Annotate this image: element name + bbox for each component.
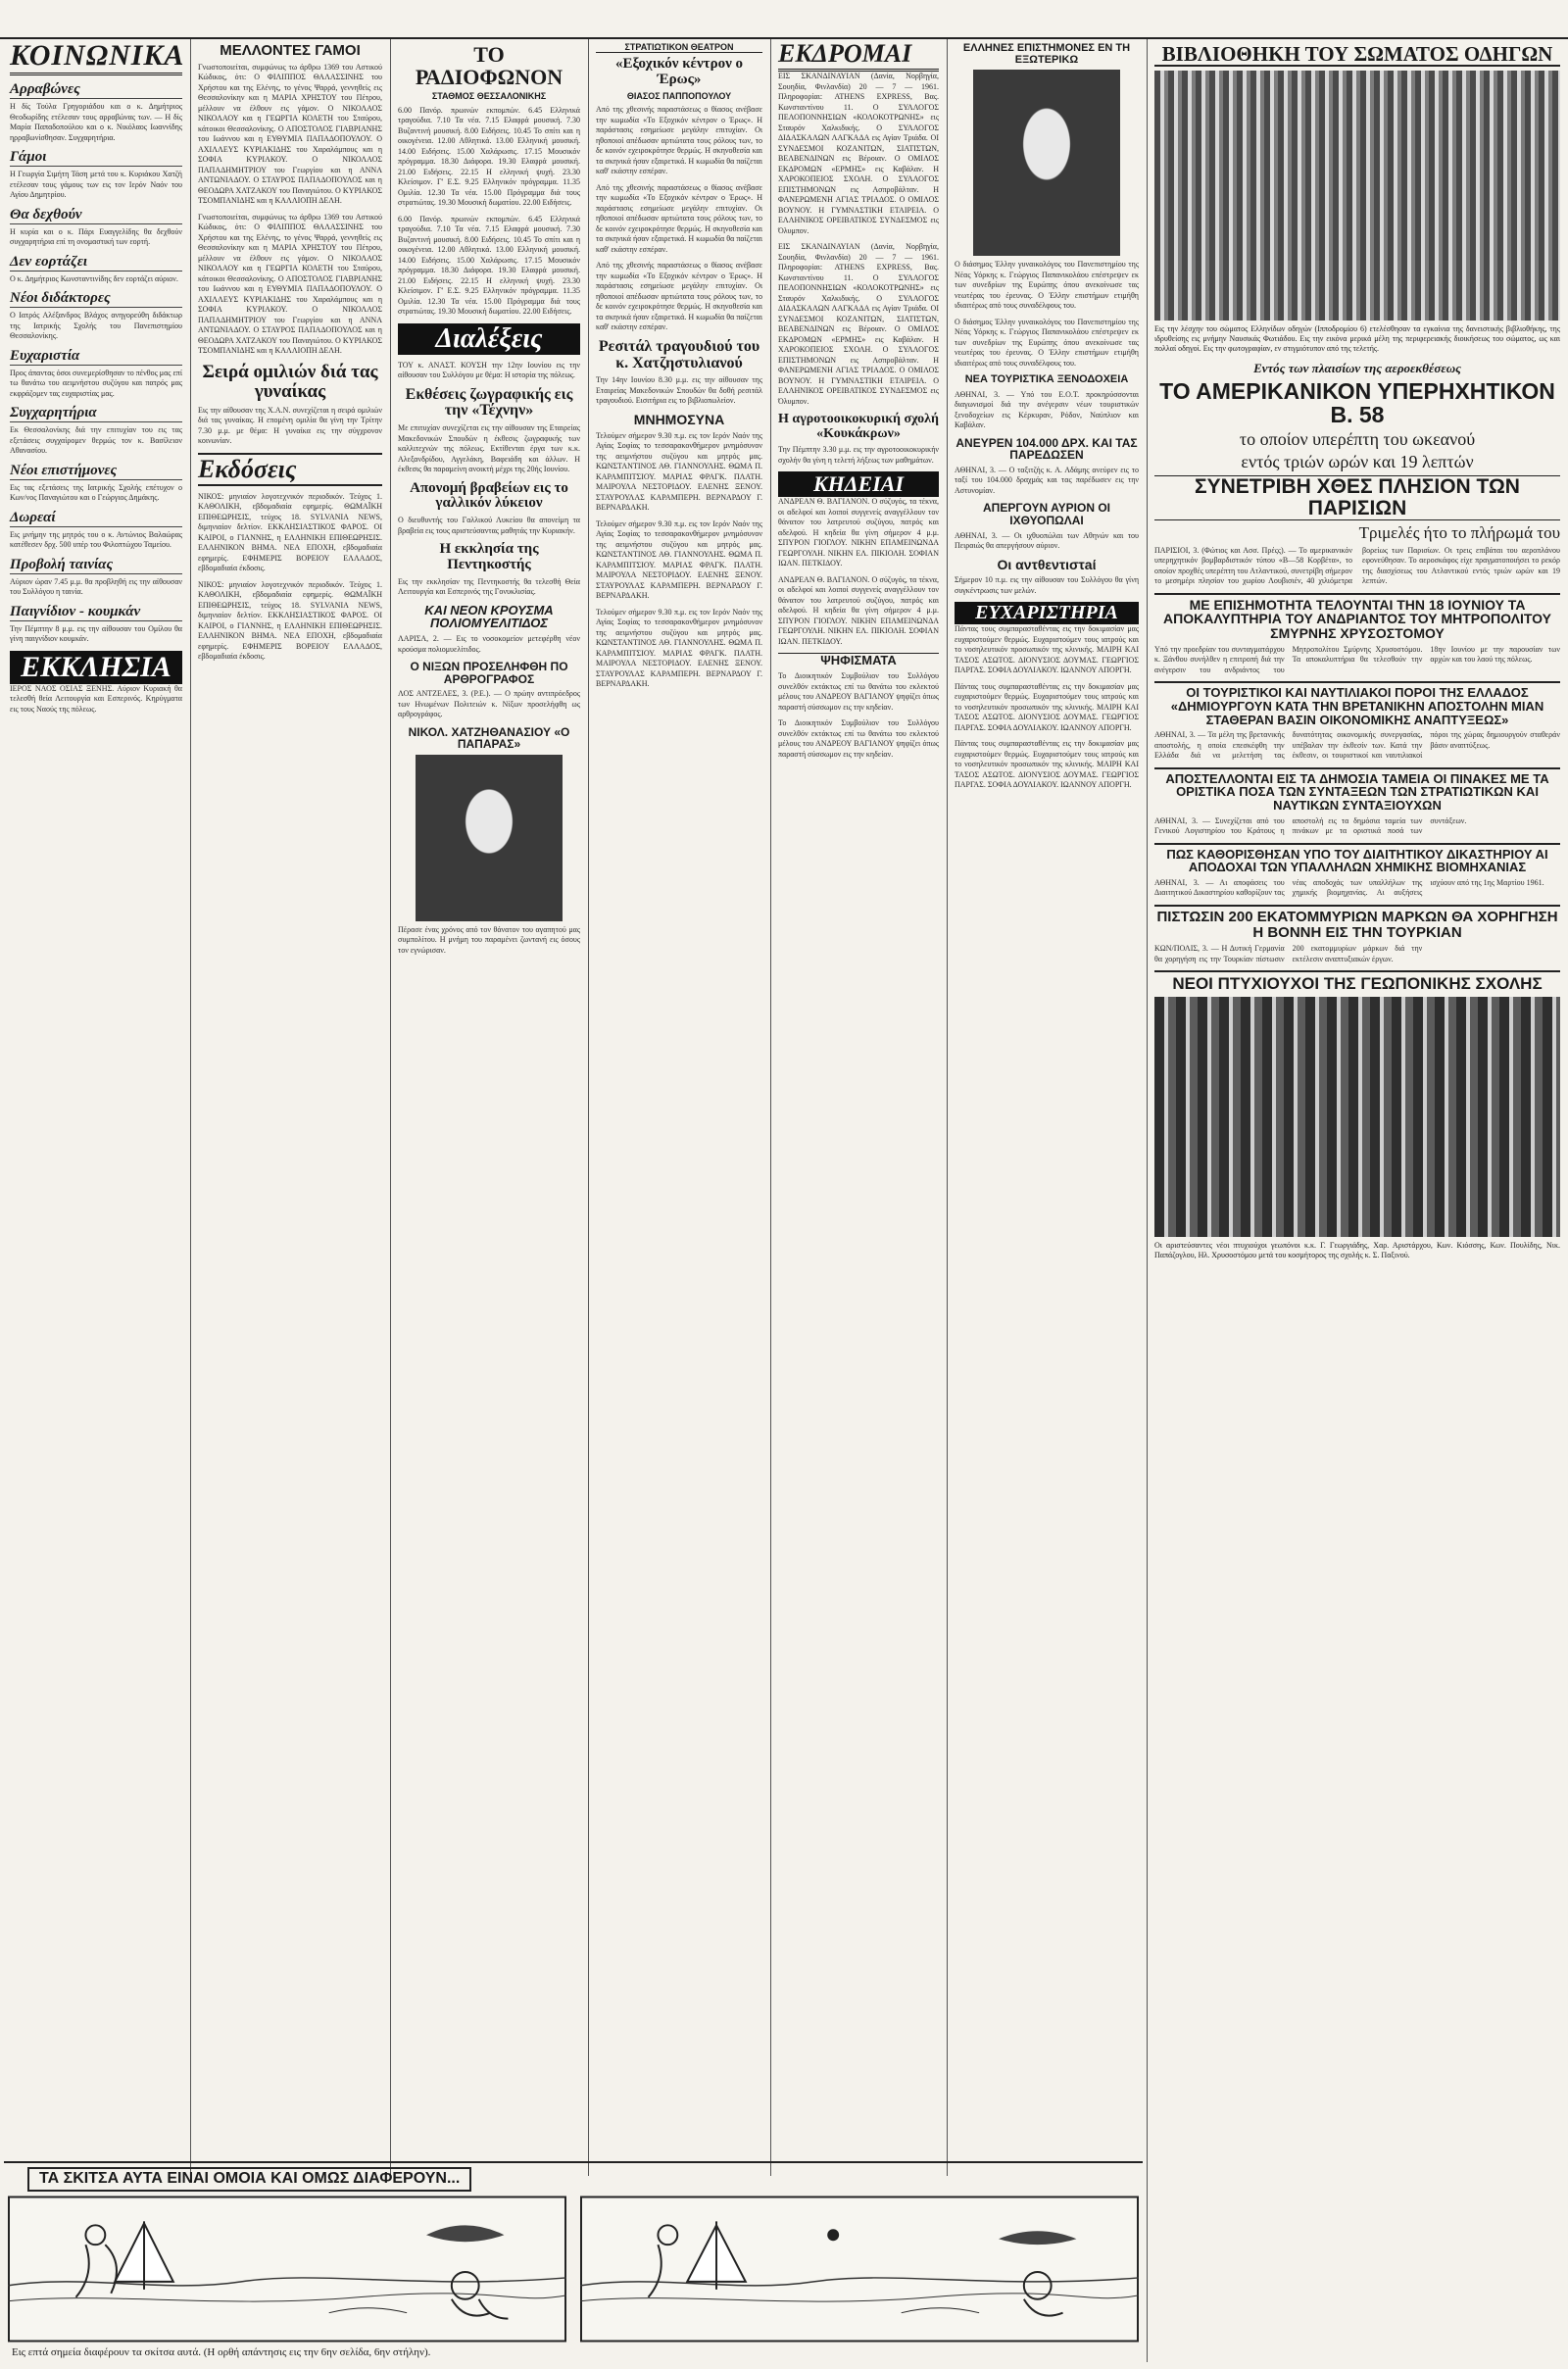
school-body: Την Πέμπτην 3.30 μ.μ. εις την αγροτοοικοκυρικήν σχολήν θα γίνη η τελετή λήξεως των μαθημάτων.	[778, 445, 939, 465]
funeral-masthead: ΚΗΔΕΙΑΙ	[778, 471, 939, 497]
b58-kicker: Εντός των πλαισίων της αεροεκθέσεως	[1253, 361, 1461, 376]
found-money-title: ΑΝΕΥΡΕΝ 104.000 ΔΡΧ. ΚΑΙ ΤΑΣ ΠΑΡΕΔΩΣΕΝ	[956, 435, 1138, 463]
society-section-title: Νέοι επιστήμονες	[10, 463, 182, 480]
pentecost-title: Η εκκλησία της Πεντηκοστής	[439, 541, 539, 572]
society-sections	[10, 81, 182, 645]
theater-body-2: Από της χθεσινής παραστάσεως ο θίασος ανέβασε την κωμωδία «Το Εξοχικόν κέντρον ο Έρως». Η παράστασις εσημείωσε μεγάλην επιτυχίαν. Οι ηθοποιοί απέδωσαν αρτιώτατα τους ρόλους των, το δε κοινόν εχειροκρότησε θερμώς. Η σκηνοθεσία και τα σκηνικά ήσαν εξαιρετικά. Η κωμωδία θα παίζεται καθ' εκάστην εσπέραν.	[596, 182, 762, 254]
society-section-body: Η δίς Τούλα Γρηγοριάδου και ο κ. Δημήτριος Θεοδωρίδης ετέλεσαν τους αρραβώνας των. — Η δίς Μαρία Παπαδοπούλου και ο κ. Νικόλαος Ιωαννίδης ηρραβωνίσθησαν. Συγχαρητήρια.	[10, 102, 182, 142]
b58-title: ΤΟ ΑΜΕΡΙΚΑΝΙΚΟΝ ΥΠΕΡΗΧΗΤΙΚΟΝ Β. 58	[1159, 377, 1555, 427]
society-section-body: Εις τας εξετάσεις της Ιατρικής Σχολής επέτυχον ο Κων/νος Παναγιώτου και ο Γεώργιος Δημάκης.	[10, 482, 182, 502]
theater-title: «Εξοχικόν κέντρον ο Έρως»	[614, 56, 744, 88]
column-rule	[770, 39, 771, 2176]
b58-sub1: το οποίον υπερέπτη του ωκεανού	[1239, 428, 1476, 449]
memorial-body: Τελούμεν σήμερον 9.30 π.μ. εις τον Ιερόν Ναόν της Αγίας Σοφίας το τεσσαρακονθήμερον μνημόσυνον της αειμνήστου συζύγου και μητρός μας. ΚΩΝΣΤΑΝΤΙΝΟΣ ΑΘ. ΓΙΑΝΝΟΥΛΗΣ. ΘΩΜΑ Π. ΚΑΡΑΜΠΙΤΣΙΟΥ. ΜΑΡΙΑΣ ΦΡΑΓΚ. ΠΛΑΤΗ. ΜΑΙΡΟΥΛΑ ΝΕΣΤΟΡΙΔΟΥ. ΕΛΕΝΗΣ ΞΕΝΟΥ. ΣΤΑΥΡΟΥΛΑΣ ΚΑΡΑΜΠΕΡΗ. ΒΕΡΝΑΡΔΟΥ Γ. ΒΕΡΝΑΡΔΑΚΗ.	[596, 430, 762, 513]
society-section-body: Αύριον ώραν 7.45 μ.μ. θα προβληθή εις την αίθουσαν του Συλλόγου η ταινία.	[10, 576, 182, 596]
funeral-body: ΑΝΔΡΕΑΝ Θ. ΒΑΓΙΑΝΟΝ. Ο σύζυγός, τα τέκνα, οι αδελφοί και λοιποί συγγενείς αναγγέλλουν τον θάνατον του λατρευτού συζύγου, πατρός και αδελφού. Η κηδεία θα γίνη σήμερον 4 μ.μ. ΣΠΥΡΟΝ ΓΙΟΓΛΟΥ. ΝΙΚΗΝ ΕΠΑΜΕΙΝΩΝΔΑ ΓΕΩΡΓΟΥΛΗ. ΝΙΚΗΝ ΕΛ. ΠΙΚΙΟΛΗ. ΣΟΦΙΑΝ ΙΩΑΝ. ΠΕΤΚΙΔΟΥ.	[778, 497, 939, 568]
hotels-body: ΑΘΗΝΑΙ, 3. — Υπό του Ε.Ο.Τ. προκηρύσσονται διαγωνισμοί διά την ανέγερσιν νέων τουριστικών ξενοδοχείων εις Κέρκυραν, Ρόδον, Ναύπλιον και Καβάλαν.	[955, 389, 1139, 430]
tourism-body: ΑΘΗΝΑΙ, 3. — Τα μέλη της βρετανικής αποστολής, η οποία επεσκέφθη την Ελλάδα διά να μελετήση τας δυνατότητας οικονομικής συνεργασίας, υπέβαλαν την έκθεσίν των. Κατά την έκθεσιν, οι τουριστικοί και ναυτιλιακοί πόροι της χώρας δημιουργούν σταθεράν βάσιν αναπτύξεως.	[1154, 730, 1560, 761]
scientists-body-2: Ο διάσημος Έλλην γυναικολόγος του Πανεπιστημίου της Νέας Υόρκης κ. Γεώργιος Παπανικολάου επέστρεψεν εκ των συνεδρίων της Ευρώπης όπου ανεκοίνωσε τας νεωτέρας του έρευνας. Ο Έλλην επιστήμων ετιμήθη ιδιαιτέρως από τους συναδέλφους του.	[955, 317, 1139, 368]
polio-title: ΚΑΙ ΝΕΟΝ ΚΡΟΥΣΜΑ ΠΟΛΙΟΜΥΕΛΙΤΙΔΟΣ	[424, 602, 554, 631]
puzzle-section	[4, 2161, 1143, 2365]
lectures-title: Σειρά ομιλιών διά τας γυναίκας	[202, 361, 378, 402]
tourism-title: ΟΙ ΤΟΥΡΙΣΤΙΚΟΙ ΚΑΙ ΝΑΥΤΙΛΙΑΚΟΙ ΠΟΡΟΙ ΤΗΣ ΕΛΛΑΔΟΣ «ΔΗΜΙΟΥΡΓΟΥΝ ΚΑΤΑ ΤΗΝ ΒΡΕΤΑΝΙΚΗΝ ΑΠΟΣΤΟΛΗΝ ΜΙΑΝ ΣΤΑΘΕΡΑΝ ΒΑΣΙΝ ΟΙΚΟΝΟΜΙΚΗΣ ΑΝΑΠΤΥΞΕΩΣ»	[1154, 681, 1560, 726]
thanks-body: Πάντας τους συμπαρασταθέντας εις την δοκιμασίαν μας ευχαριστούμεν θερμώς. Ευχαριστούμεν τους ιατρούς και το νοσηλευτικόν προσωπικόν της κλινικής. ΜΑΙΡΗ ΚΑΙ ΤΑΣΟΣ ΑΣΩΤΟΣ. ΔΙΟΝΥΣΙΟΣ ΔΟΥΜΑΣ. ΓΕΩΡΓΙΟΣ ΠΑΡΓΑΣ. ΣΟΦΙΑ ΔΟΥΛΙΑΚΟΥ. ΙΩΑΝΝΟΥ ΑΠΟΡΓΗ.	[955, 624, 1139, 675]
radio-title: ΤΟ ΡΑΔΙΟΦΩΝΟΝ	[415, 42, 564, 90]
funeral-body-2: ΑΝΔΡΕΑΝ Θ. ΒΑΓΙΑΝΟΝ. Ο σύζυγός, τα τέκνα, οι αδελφοί και λοιποί συγγενείς αναγγέλλουν τον θάνατον του λατρευτού συζύγου, πατρός και αδελφού. Η κηδεία θα γίνη σήμερον 4 μ.μ. ΣΠΥΡΟΝ ΓΙΟΓΛΟΥ. ΝΙΚΗΝ ΕΠΑΜΕΙΝΩΝΔΑ ΓΕΩΡΓΟΥΛΗ. ΝΙΚΗΝ ΕΛ. ΠΙΚΙΟΛΗ. ΣΟΦΙΑΝ ΙΩΑΝ. ΠΕΤΚΙΔΟΥ.	[778, 574, 939, 646]
top-border	[0, 0, 1568, 39]
scientists-body: Ο διάσημος Έλλην γυναικολόγος του Πανεπιστημίου της Νέας Υόρκης κ. Γεώργιος Παπανικολάου επέστρεψεν εκ των συνεδρίων της Ευρώπης όπου ανεκοίνωσε τας νεωτέρας του έρευνας. Ο Έλλην επιστήμων ετιμήθη ιδιαιτέρως από τους συναδέλφους του.	[955, 260, 1139, 311]
theater-header: ΣΤΡΑΤΙΩΤΙΚΟΝ ΘΕΑΤΡΟΝ	[596, 43, 762, 53]
editions-body: ΝΙΚΟΣ: μηνιαίον λογοτεχνικόν περιοδικόν. Τεύχος 1. ΚΑΘΟΛΙΚΗ, εβδομαδιαία εφημερίς. ΘΩΜΑΪΚΗ ΕΠΙΘΕΩΡΗΣΙΣ, τεύχος 18. SYLVANIA NEWS, διμηνιαίον δελτίον. ΕΚΚΛΗΣΙΑΣΤΙΚΟΣ ΦΑΡΟΣ. ΟΙ ΚΑΙΡΟΙ, ο ΓΙΑΝΝΗΣ, η ΕΛΛΗΝΙΚΗ ΕΠΙΘΕΩΡΗΣΙΣ. ΕΛΛΗΝΙΚΟΝ ΒΗΜΑ. ΝΕΑ ΕΠΟΧΗ, εβδομαδιαία εφημερίς. ΕΦΗΜΕΡΙΣ ΒΟΡΕΙΟΥ ΕΛΛΑΔΟΣ, εβδομαδιαία έκδοσις.	[198, 491, 382, 573]
editions-title: Εκδόσεις	[198, 453, 382, 486]
b58-title2: ΣΥΝΕΤΡΙΒΗ ΧΘΕΣ ΠΛΗΣΙΟΝ ΤΩΝ ΠΑΡΙΣΙΩΝ	[1154, 475, 1560, 520]
found-money-body: ΑΘΗΝΑΙ, 3. — Ο ταξιτζής κ. Α. Αδάμης ανεύρεν εις το ταξί του 104.000 δραχμάς και τας παρέδωσεν εις την Αστυνομίαν.	[955, 465, 1139, 495]
grads-title: ΝΕΟΙ ΠΤΥΧΙΟΥΧΟΙ ΤΗΣ ΓΕΩΠΟΝΙΚΗΣ ΣΧΟΛΗΣ	[1154, 970, 1560, 993]
col3-lectures-body: ΤΟΥ κ. ΑΝΑΣΤ. ΚΟΥΣΗ την 12ην Ιουνίου εις την αίθουσαν του Συλλόγου με θέμα: Η ιστορία της πόλεως.	[398, 360, 580, 380]
scientist-photo	[973, 70, 1120, 256]
school-title: Η αγροτοοικοκυρική σχολή «Κουκάκρων»	[778, 412, 940, 441]
nixon-body: ΛΟΣ ΑΝΤΖΕΛΕΣ, 3. (Ρ.Ε.). — Ο πρώην αντιπρόεδρος των Ηνωμένων Πολιτειών κ. Νίξων προσελήφθη ως αρθρογράφος.	[398, 689, 580, 719]
column-rule	[190, 39, 191, 2176]
excursions-body-2: ΕΙΣ ΣΚΑΝΔΙΝΑΥΙΑΝ (Δανία, Νορβηγία, Σουηδία, Φινλανδία) 20 — 7 — 1961. Πληροφορίαι: ATHENS EXPRESS, Βας. Κωνσταντίνου 11. Ο ΣΥΛΛΟΓΟΣ ΠΕΛΟΠΟΝΝΗΣΙΩΝ «ΚΟΛΟΚΟΤΡΩΝΗΣ» εις Σταυρόν Χαλκιδικής. Ο ΣΥΛΛΟΓΟΣ ΔΙΔΑΣΚΑΛΩΝ ΛΑΓΚΑΔΑ εις Αγίαν Τριάδα. ΟΙ ΣΥΝΔΕΣΜΟΙ ΚΟΖΑΝΙΤΩΝ, ΣΙΑΤΙΣΤΩΝ, ΒΕΛΒΕΝΔΙΝΩΝ εις Βέροιαν. Ο ΟΜΙΛΟΣ ΕΚΔΡΟΜΩΝ «ΕΡΜΗΣ» εις Καβάλαν. Η ΧΑΡΟΚΟΠΕΙΟΣ ΣΧΟΛΗ. Ο ΣΥΛΛΟΓΟΣ ΕΠΙΣΤΗΜΟΝΩΝ εις Ασπροβάλταν. Η ΦΑΝΕΡΩΜΕΝΗ ΑΓΙΑΣ ΤΡΙΑΔΟΣ. Ο ΟΜΙΛΟΣ ΒΟΥΝΟΥ. Η ΓΥΜΝΑΣΤΙΚΗ ΕΤΑΙΡΕΙΑ. Ο ΕΛΛΗΝΙΚΟΣ ΟΡΕΙΒΑΤΙΚΟΣ ΣΥΝΔΕΣΜΟΣ εις Όλυμπον.	[778, 242, 939, 406]
strike-title: ΑΠΕΡΓΟΥΝ ΑΥΡΙΟΝ ΟΙ ΙΧΘΥΟΠΩΛΑΙ	[982, 501, 1111, 527]
statue-body: Υπό την προεδρίαν του συνταγματάρχου κ. Ξάνθου συνήλθεν η επιτροπή διά την ανέγερσιν του ανδριάντος του Μητροπολίτου Σμύρνης Χρυσοστόμου. Τα αποκαλυπτήρια θα τελεσθούν την 18ην Ιουνίου με την παρουσίαν των αρχών και του λαού της πόλεως.	[1154, 644, 1560, 674]
society-section-body: Η κυρία και ο κ. Πάρι Ευαγγελίδης θα δεχθούν συγχαρητήρια επί τη ονομαστική των εορτή.	[10, 226, 182, 246]
nixon-title: Ο ΝΙΞΩΝ ΠΡΟΣΕΛΗΦΘΗ ΠΟ ΑΡΘΡΟΓΡΑΦΟΣ	[410, 660, 568, 686]
credit-title: ΠΙΣΤΩΣΙΝ 200 ΕΚΑΤΟΜΜΥΡΙΩΝ ΜΑΡΚΩΝ ΘΑ ΧΟΡΗΓΗΣΗ Η ΒΟΝΝΗ ΕΙΣ ΤΗΝ ΤΟΥΡΚΙΑΝ	[1154, 905, 1560, 941]
pension-title: ΑΠΟΣΤΕΛΛΟΝΤΑΙ ΕΙΣ ΤΑ ΔΗΜΟΣΙΑ ΤΑΜΕΙΑ ΟΙ ΠΙΝΑΚΕΣ ΜΕ ΤΑ ΟΡΙΣΤΙΚΑ ΠΟΣΑ ΤΩΝ ΣΥΝΤΑΞΕΩΝ ΤΩΝ ΣΤΡΑΤΙΩΤΙΚΩΝ ΚΑΙ ΝΑΥΤΙΚΩΝ ΣΥΝΤΑΞΙΟΥΧΩΝ	[1154, 767, 1560, 813]
memorial-title: ΜΝΗΜΟΣΥΝΑ	[633, 411, 725, 427]
society-section-body: Προς άπαντας όσοι συνεμερίσθησαν το πένθος μας επί τω θανάτω του αειμνήστου συζύγου και πατρός μας εκφράζομεν τας ευχαριστίας μας.	[10, 368, 182, 398]
library-photo	[1154, 71, 1560, 321]
radio-subtitle: ΣΤΑΘΜΟΣ ΘΕΣΣΑΛΟΝΙΚΗΣ	[431, 91, 547, 102]
radio-body: 6.00 Πανόρ. πρωινών εκπομπών. 6.45 Ελληνικά τραγούδια. 7.10 Τα νέα. 7.15 Ελαφρά μουσική. 7.30 Βυζαντινή μουσική. 8.00 Ειδήσεις. 10.45 Το σπίτι και η οικογένεια. 12.00 Αθλητικά. 13.00 Ελληνική μουσική. 14.00 Ειδήσεις. 15.00 Χαλάρωσις. 17.15 Μουσικόν πρόγραμμα. 18.30 Διάφορα. 19.30 Ελαφρά μουσική. 21.00 Ειδήσεις. 22.15 Η ελληνική ψυχή. 23.30 Κλείσιμον. Γ' Ε.Σ. 9.25 Ελληνικόν πρόγραμμα. 11.35 Ομιλία. 12.30 Τα νέα. 15.00 Πρόγραμμα διά τους στρατιώτας. 19.30 Μουσική δωματίου. 22.00 Ειδήσεις.	[398, 105, 580, 208]
weddings-title: ΜΕΛΛΟΝΤΕΣ ΓΑΜΟΙ	[220, 42, 361, 59]
society-section-title: Αρραβώνες	[10, 81, 182, 99]
column-rule	[390, 39, 391, 2176]
society-section-title: Νέοι διδάκτορες	[10, 290, 182, 308]
thanks-body-3: Πάντας τους συμπαρασταθέντας εις την δοκιμασίαν μας ευχαριστούμεν θερμώς. Ευχαριστούμεν τους ιατρούς και το νοσηλευτικόν προσωπικόν της κλινικής. ΜΑΙΡΗ ΚΑΙ ΤΑΣΟΣ ΑΣΩΤΟΣ. ΔΙΟΝΥΣΙΟΣ ΔΟΥΜΑΣ. ΓΕΩΡΓΙΟΣ ΠΑΡΓΑΣ. ΣΟΦΙΑ ΔΟΥΛΙΑΚΟΥ. ΙΩΑΝΝΟΥ ΑΠΟΡΓΗ.	[955, 739, 1139, 790]
puzzle-sketches	[4, 2192, 1143, 2344]
theater-subtitle: ΘΙΑΣΟΣ ΠΑΠΠΟΠΟΥΛΟΥ	[626, 90, 732, 101]
society-section-title: Προβολή ταινίας	[10, 557, 182, 574]
reply-body: Σήμερον 10 π.μ. εις την αίθουσαν του Συλλόγου θα γίνη συγκέντρωσις των μελών.	[955, 575, 1139, 595]
polio-body: ΛΑΡΙΣΑ, 2. — Εις το νοσοκομείον μετεφέρθη νέον κρούσμα πολιομυελίτιδος.	[398, 634, 580, 654]
society-section-body: Ο κ. Δημήτριος Κωνσταντινίδης δεν εορτάζει αύριον.	[10, 273, 178, 283]
pension-body: ΑΘΗΝΑΙ, 3. — Συνεχίζεται από του Γενικού Λογιστηρίου του Κράτους η αποστολή εις τα δημόσια ταμεία των πινάκων με τα οριστικά ποσά των συντάξεων.	[1154, 815, 1467, 836]
society-section-title: Συγχαρητήρια	[10, 405, 182, 422]
society-section-title: Δωρεαί	[10, 510, 182, 527]
votes-body-2: Το Διοικητικόν Συμβούλιον του Συλλόγου συνελθόν εκτάκτως επί τω θανάτω του εκλεκτού μέλους του ΑΝΔΡΕΟΥ ΒΑΓΙΑΝΟΥ ψηφίζει όπως παραστή σύσσωμον εις την κηδείαν.	[778, 718, 939, 759]
society-section-title: Γάμοι	[10, 149, 182, 167]
credit-body: ΚΩΝ/ΠΟΛΙΣ, 3. — Η Δυτική Γερμανία θα χορηγήση εις την Τουρκίαν πίστωσιν 200 εκατομμυρίων μάρκων διά την εκτέλεσιν αναπτυξιακών έργων.	[1154, 944, 1423, 963]
excursions-masthead: ΕΚΔΡΟΜΑΙ	[778, 39, 939, 72]
column-rule	[1147, 39, 1148, 2362]
puzzle-footer: Εις επτά σημεία διαφέρουν τα σκίτσα αυτά. (Η ορθή απάντησις εις την 6ην σελίδα, 6ην στήλην).	[12, 2345, 431, 2358]
votes-body: Το Διοικητικόν Συμβούλιον του Συλλόγου συνελθόν εκτάκτως επί τω θανάτω του εκλεκτού μέλους του ΑΝΔΡΕΟΥ ΒΑΓΙΑΝΟΥ ψηφίζει όπως παραστή σύσσωμον εις την κηδείαν.	[778, 671, 939, 712]
column-radio	[392, 39, 586, 2156]
church-masthead: ΕΚΚΛΗΣΙΑ	[10, 651, 182, 684]
editions-body-2: ΝΙΚΟΣ: μηνιαίον λογοτεχνικόν περιοδικόν. Τεύχος 1. ΚΑΘΟΛΙΚΗ, εβδομαδιαία εφημερίς. ΘΩΜΑΪΚΗ ΕΠΙΘΕΩΡΗΣΙΣ, τεύχος 18. SYLVANIA NEWS, διμηνιαίον δελτίον. ΕΚΚΛΗΣΙΑΣΤΙΚΟΣ ΦΑΡΟΣ. ΟΙ ΚΑΙΡΟΙ, ο ΓΙΑΝΝΗΣ, η ΕΛΛΗΝΙΚΗ ΕΠΙΘΕΩΡΗΣΙΣ. ΕΛΛΗΝΙΚΟΝ ΒΗΜΑ. ΝΕΑ ΕΠΟΧΗ, εβδομαδιαία εφημερίς. ΕΦΗΜΕΡΙΣ ΒΟΡΕΙΟΥ ΕΛΛΑΔΟΣ, εβδομαδιαία έκδοσις.	[198, 579, 382, 662]
recital-body: Την 14ην Ιουνίου 8.30 μ.μ. εις την αίθουσαν της Εταιρείας Μακεδονικών Σπουδών θα δοθή ρεσιτάλ τραγουδιού. Εισιτήρια εις το βιβλιοπωλείον.	[596, 375, 762, 406]
art-exhibit-body: Με επιτυχίαν συνεχίζεται εις την αίθουσαν της Εταιρείας Μακεδονικών Σπουδών η έκθεσις ζωγραφικής των καλλιτεχνών της πόλεως. Εκτίθενται έργα των κ.κ. Αλεξανδρίδου, Αγγελάκη, Βαφειάδη και άλλων. Η έκθεσις θα παραμείνη ανοικτή μέχρι της 20ής Ιουνίου.	[398, 423, 580, 474]
library-caption: Εις την λέσχην του σώματος Ελληνίδων οδηγών (Ιπποδρομίου 6) ετελέσθησαν τα εγκαίνια της δανειστικής βιβλιοθήκης, της ιδρυθείσης εις μνήμην Ναυσικάς Φωτιάδου. Εις την εικόνα μερικά μέλη της περιφερειακής διοικήσεως του σώματος, ως και πολλαί οδηγοί. Εις την φωτογραφίαν, εν στιγμιότυπον από της τελετής.	[1154, 324, 1560, 354]
weddings-body-2: Γνωστοποιείται, συμφώνως τω άρθρω 1369 του Αστικού Κώδικος, ότι: Ο ΦΙΛΙΠΠΟΣ ΘΑΛΑΣΣΙΝΗΣ του Χρήστου και της Ελένης, το γένος Ψαρρά, γεννηθείς εις Θεσσαλονίκην και η ΜΑΡΙΑ ΧΡΗΣΤΟΥ του Πέτρου, μέλλουν να έλθουν εις γάμον. Ο ΝΙΚΟΛΑΟΣ ΝΙΚΟΛΑΟΥ και η ΓΕΩΡΓΙΑ ΚΟΛΕΤΗ του Σταύρου, κάτοικοι Θεσσαλονίκης. Ο ΑΠΟΣΤΟΛΟΣ ΓΙΑΒΡΙΑΝΗΣ του Ιωάννου και η ΕΥΘΥΜΙΑ ΠΑΠΑΔΟΠΟΥΛΟΥ. Ο ΑΧΙΛΛΕΥΣ ΚΥΡΙΑΚΙΔΗΣ του Χαραλάμπους και η ΣΟΦΙΑ ΚΥΡΙΑΚΟΥ. Ο ΝΙΚΟΛΑΟΣ ΠΑΠΑΔΗΜΗΤΡΙΟΥ του Γεωργίου και η ΑΝΝΑ ΑΝΤΩΝΙΑΔΟΥ. Ο ΣΤΑΥΡΟΣ ΠΑΠΑΔΟΠΟΥΛΟΣ και η ΘΕΟΔΩΡΑ ΧΑΤΖΑΚΟΥ του Παναγιώτου. Ο ΚΥΡΙΑΚΟΣ ΤΣΟΜΠΑΝΙΔΗΣ και η ΚΑΛΛΙΟΠΗ ΔΕΛΗ.	[198, 212, 382, 356]
society-section-title: Δεν εορτάζει	[10, 254, 182, 271]
memorial-body-3: Τελούμεν σήμερον 9.30 π.μ. εις τον Ιερόν Ναόν της Αγίας Σοφίας το τεσσαρακονθήμερον μνημόσυνον της αειμνήστου συζύγου και μητρός μας. ΚΩΝΣΤΑΝΤΙΝΟΣ ΑΘ. ΓΙΑΝΝΟΥΛΗΣ. ΘΩΜΑ Π. ΚΑΡΑΜΠΙΤΣΙΟΥ. ΜΑΡΙΑΣ ΦΡΑΓΚ. ΠΛΑΤΗ. ΜΑΙΡΟΥΛΑ ΝΕΣΤΟΡΙΔΟΥ. ΕΛΕΝΗΣ ΞΕΝΟΥ. ΣΤΑΥΡΟΥΛΑΣ ΚΑΡΑΜΠΕΡΗ. ΒΕΡΝΑΡΔΟΥ Γ. ΒΕΡΝΑΡΔΑΚΗ.	[596, 607, 762, 689]
b58-sub3: Τριμελές ήτο το πλήρωμά του	[1358, 522, 1560, 542]
church-body: ΙΕΡΟΣ ΝΑΟΣ ΟΣΙΑΣ ΞΕΝΗΣ. Αύριον Κυριακή θα τελεσθή θεία Λειτουργία και Εσπερινός. Κηρύγματα εις τους Ναούς της πόλεως.	[10, 683, 182, 714]
portrait-caption: ΝΙΚΟΛ. ΧΑΤΖΗΘΑΝΑΣΙΟΥ «Ο ΠΑΠΑΡΑΣ»	[408, 724, 570, 752]
society-section-title: Ευχαριστία	[10, 348, 182, 366]
thanks-masthead: ΕΥΧΑΡΙΣΤΗΡΙΑ	[955, 602, 1139, 624]
recital-title: Ρεσιτάλ τραγουδιού του κ. Χατζηστυλιανού	[598, 337, 760, 371]
society-section-body: Εις μνήμην της μητρός του ο κ. Αντώνιος Βαλαώρας κατέθεσεν δρχ. 500 υπέρ του Φιλοπτώχου Ταμείου.	[10, 529, 182, 549]
statue-title: ΜΕ ΕΠΙΣΗΜΟΤΗΤΑ ΤΕΛΟΥΝΤΑΙ ΤΗΝ 18 ΙΟΥΝΙΟΥ ΤΑ ΑΠΟΚΑΛΥΠΤΗΡΙΑ ΤΟΥ ΑΝΔΡΙΑΝΤΟΣ ΤΟΥ ΜΗΤΡΟΠΟΛΙΤΟΥ ΣΜΥΡΝΗΣ ΧΡΥΣΟΣΤΟΜΟΥ	[1154, 593, 1560, 641]
society-section-title: Παιγνίδιον - κουμκάν	[10, 604, 182, 621]
column-society	[4, 39, 188, 2156]
theater-body-3: Από της χθεσινής παραστάσεως ο θίασος ανέβασε την κωμωδία «Το Εξοχικόν κέντρον ο Έρως». Η παράστασις εσημείωσε μεγάλην επιτυχίαν. Οι ηθοποιοί απέδωσαν αρτιώτατα τους ρόλους των, το δε κοινόν εχειροκρότησε θερμώς. Η σκηνοθεσία και τα σκηνικά ήσαν εξαιρετικά. Η κωμωδία θα παίζεται καθ' εκάστην εσπέραν.	[596, 261, 762, 332]
column-scientists	[949, 39, 1145, 2156]
award-body: Ο διευθυντής του Γαλλικού Λυκείου θα απονείμη τα βραβεία εις τους αριστεύσαντας μαθητάς την Κυριακήν.	[398, 516, 580, 535]
puzzle-title: ΤΑ ΣΚΙΤΣΑ ΑΥΤΑ ΕΙΝΑΙ ΟΜΟΙΑ ΚΑΙ ΟΜΩΣ ΔΙΑΦΕΡΟΥΝ...	[27, 2167, 471, 2192]
votes-title: ΨΗΦΙΣΜΑΤΑ	[778, 653, 939, 667]
b58-body: ΠΑΡΙΣΙΟΙ, 3. (Φώτιος και Ασσ. Πρέςς). — Το αμερικανικόν υπερηχητικόν βομβαρδιστικόν τύπου «Β—58 Κορβέτα», το οποίον προχθές υπερέπτη του Ατλαντικού, συνετρίβη σήμερον το μεσημέρι πλησίον του χωρίου Λουβισιέν, 40 χιλιόμετρα βορείως των Παρισίων. Οι τρεις επιβάται του αεροπλάνου εφονεύθησαν. Το αεροσκάφος είχε πραγματοποιήσει το ρεκόρ της διασχίσεως του Ατλαντικού εντός τριών ωρών και 19 λεπτών.	[1154, 545, 1560, 586]
column-rule	[588, 39, 589, 2176]
society-masthead: ΚΟΙΝΩΝΙΚΑ	[10, 39, 182, 75]
grads-caption: Οι αριστεύσαντες νέοι πτυχιούχοι γεωπόνοι κ.κ. Γ. Γεωργιάδης, Χαρ. Αριστάρχου, Κων. Κιόσσης, Κων. Πουλίδης, Νικ. Παπάζογλου, Ηλ. Χρυσοστόμου μετά του κοσμήτορος της σχολής κ. Σ. Παξινού.	[1154, 1241, 1560, 1260]
sketch-right	[580, 2196, 1139, 2343]
lectures-masthead: Διαλέξεις	[398, 323, 580, 355]
weddings-body: Γνωστοποιείται, συμφώνως τω άρθρω 1369 του Αστικού Κώδικος, ότι: Ο ΦΙΛΙΠΠΟΣ ΘΑΛΑΣΣΙΝΗΣ του Χρήστου και της Ελένης, το γένος Ψαρρά, γεννηθείς εις Θεσσαλονίκην και η ΜΑΡΙΑ ΧΡΗΣΤΟΥ του Πέτρου, μέλλουν να έλθουν εις γάμον. Ο ΝΙΚΟΛΑΟΣ ΝΙΚΟΛΑΟΥ και η ΓΕΩΡΓΙΑ ΚΟΛΕΤΗ του Σταύρου, κάτοικοι Θεσσαλονίκης. Ο ΑΠΟΣΤΟΛΟΣ ΓΙΑΒΡΙΑΝΗΣ του Ιωάννου και η ΕΥΘΥΜΙΑ ΠΑΠΑΔΟΠΟΥΛΟΥ. Ο ΑΧΙΛΛΕΥΣ ΚΥΡΙΑΚΙΔΗΣ του Χαραλάμπους και η ΣΟΦΙΑ ΚΥΡΙΑΚΟΥ. Ο ΝΙΚΟΛΑΟΣ ΠΑΠΑΔΗΜΗΤΡΙΟΥ του Γεωργίου και η ΑΝΝΑ ΑΝΤΩΝΙΑΔΟΥ. Ο ΣΤΑΥΡΟΣ ΠΑΠΑΔΟΠΟΥΛΟΣ και η ΘΕΟΔΩΡΑ ΧΑΤΖΑΚΟΥ του Παναγιώτου. Ο ΚΥΡΙΑΚΟΣ ΤΣΟΜΠΑΝΙΔΗΣ και η ΚΑΛΛΙΟΠΗ ΔΕΛΗ.	[198, 62, 382, 206]
column-news	[1149, 39, 1566, 2367]
lectures-body: Εις την αίθουσαν της Χ.Α.Ν. συνεχίζεται η σειρά ομιλιών διά τας γυναίκας. Η επομένη ομιλία θα γίνη την Τρίτην 7.30 μ.μ. με θέμα: Η γυναίκα εις την σύγχρονον κοινωνίαν.	[198, 405, 382, 446]
column-weddings	[192, 39, 388, 2156]
column-rule	[947, 39, 948, 2176]
thanks-body-2: Πάντας τους συμπαρασταθέντας εις την δοκιμασίαν μας ευχαριστούμεν θερμώς. Ευχαριστούμεν τους ιατρούς και το νοσηλευτικόν προσωπικόν της κλινικής. ΜΑΙΡΗ ΚΑΙ ΤΑΣΟΣ ΑΣΩΤΟΣ. ΔΙΟΝΥΣΙΟΣ ΔΟΥΜΑΣ. ΓΕΩΡΓΙΟΣ ΠΑΡΓΑΣ. ΣΟΦΙΑ ΔΟΥΛΙΑΚΟΥ. ΙΩΑΝΝΟΥ ΑΠΟΡΓΗ.	[955, 681, 1139, 732]
sketch-left	[8, 2196, 566, 2343]
society-section-body: Η Γεωργία Σιμήτη Τάση μετά του κ. Κυριάκου Χατζή ετέλεσαν τους γάμους των εις τον Ιερόν Ναόν του Αγίου Δημητρίου.	[10, 170, 182, 199]
library-title: ΒΙΒΛΙΟΘΗΚΗ ΤΟΥ ΣΩΜΑΤΟΣ ΟΔΗΓΩΝ	[1154, 43, 1560, 67]
column-theater	[590, 39, 768, 2156]
excursions-body: ΕΙΣ ΣΚΑΝΔΙΝΑΥΙΑΝ (Δανία, Νορβηγία, Σουηδία, Φινλανδία) 20 — 7 — 1961. Πληροφορίαι: ATHENS EXPRESS, Βας. Κωνσταντίνου 11. Ο ΣΥΛΛΟΓΟΣ ΠΕΛΟΠΟΝΝΗΣΙΩΝ «ΚΟΛΟΚΟΤΡΩΝΗΣ» εις Σταυρόν Χαλκιδικής. Ο ΣΥΛΛΟΓΟΣ ΔΙΔΑΣΚΑΛΩΝ ΛΑΓΚΑΔΑ εις Αγίαν Τριάδα. ΟΙ ΣΥΝΔΕΣΜΟΙ ΚΟΖΑΝΙΤΩΝ, ΣΙΑΤΙΣΤΩΝ, ΒΕΛΒΕΝΔΙΝΩΝ εις Βέροιαν. Ο ΟΜΙΛΟΣ ΕΚΔΡΟΜΩΝ «ΕΡΜΗΣ» εις Καβάλαν. Η ΧΑΡΟΚΟΠΕΙΟΣ ΣΧΟΛΗ. Ο ΣΥΛΛΟΓΟΣ ΕΠΙΣΤΗΜΟΝΩΝ εις Ασπροβάλταν. Η ΦΑΝΕΡΩΜΕΝΗ ΑΓΙΑΣ ΤΡΙΑΔΟΣ. Ο ΟΜΙΛΟΣ ΒΟΥΝΟΥ. Η ΓΥΜΝΑΣΤΙΚΗ ΕΤΑΙΡΕΙΑ. Ο ΕΛΛΗΝΙΚΟΣ ΟΡΕΙΒΑΤΙΚΟΣ ΣΥΝΔΕΣΜΟΣ εις Όλυμπον.	[778, 72, 939, 235]
column-excursions	[772, 39, 945, 2156]
radio-body-2: 6.00 Πανόρ. πρωινών εκπομπών. 6.45 Ελληνικά τραγούδια. 7.10 Τα νέα. 7.15 Ελαφρά μουσική. 7.30 Βυζαντινή μουσική. 8.00 Ειδήσεις. 10.45 Το σπίτι και η οικογένεια. 12.00 Αθλητικά. 13.00 Ελληνική μουσική. 14.00 Ειδήσεις. 15.00 Χαλάρωσις. 17.15 Μουσικόν πρόγραμμα. 18.30 Διάφορα. 19.30 Ελαφρά μουσική. 21.00 Ειδήσεις. 22.15 Η ελληνική ψυχή. 23.30 Κλείσιμον. Γ' Ε.Σ. 9.25 Ελληνικόν πρόγραμμα. 11.35 Ομιλία. 12.30 Τα νέα. 15.00 Πρόγραμμα διά τους στρατιώτας. 19.30 Μουσική δωματίου. 22.00 Ειδήσεις.	[398, 214, 580, 317]
portrait-photo	[416, 755, 563, 921]
b58-sub2: εντός τριών ωρών και 19 λεπτών	[1241, 451, 1474, 471]
theater-body: Από της χθεσινής παραστάσεως ο θίασος ανέβασε την κωμωδία «Το Εξοχικόν κέντρον ο Έρως». Η παράστασις εσημείωσε μεγάλην επιτυχίαν. Οι ηθοποιοί απέδωσαν αρτιώτατα τους ρόλους των, το δε κοινόν εχειροκρότησε θερμώς. Η σκηνοθεσία και τα σκηνικά ήσαν εξαιρετικά. Η κωμωδία θα παίζεται καθ' εκάστην εσπέραν.	[596, 105, 762, 176]
scientists-header: ΕΛΛΗΝΕΣ ΕΠΙΣΤΗΜΟΝΕΣ ΕΝ ΤΗ ΕΞΩΤΕΡΙΚΩ	[962, 42, 1131, 66]
society-section-body: Την Πέμπτην 8 μ.μ. εις την αίθουσαν του Ομίλου θα γίνη παιγνίδιον κουμκάν.	[10, 623, 182, 643]
society-section-title: Θα δεχθούν	[10, 207, 182, 224]
strike-body: ΑΘΗΝΑΙ, 3. — Οι ιχθυοπώλαι των Αθηνών και του Πειραιώς θα απεργήσουν αύριον.	[955, 530, 1139, 551]
memorial-body-2: Τελούμεν σήμερον 9.30 π.μ. εις τον Ιερόν Ναόν της Αγίας Σοφίας το τεσσαρακονθήμερον μνημόσυνον της αειμνήστου συζύγου και μητρός μας. ΚΩΝΣΤΑΝΤΙΝΟΣ ΑΘ. ΓΙΑΝΝΟΥΛΗΣ. ΘΩΜΑ Π. ΚΑΡΑΜΠΙΤΣΙΟΥ. ΜΑΡΙΑΣ ΦΡΑΓΚ. ΠΛΑΤΗ. ΜΑΙΡΟΥΛΑ ΝΕΣΤΟΡΙΔΟΥ. ΕΛΕΝΗΣ ΞΕΝΟΥ. ΣΤΑΥΡΟΥΛΑΣ ΚΑΡΑΜΠΕΡΗ. ΒΕΡΝΑΡΔΟΥ Γ. ΒΕΡΝΑΡΔΑΚΗ.	[596, 518, 762, 601]
award-title: Απονομή βραβείων εις το γαλλικόν λύκειον	[410, 479, 568, 512]
reply-title: Οι αντθεντιστaί	[997, 556, 1097, 572]
grads-photo	[1154, 997, 1560, 1237]
society-section-body: Εκ Θεσσαλονίκης διά την επιτυχίαν του εις τας εξετάσεις συγχαίρομεν θερμώς τον κ. Βασίλειον Αθανασίου.	[10, 425, 182, 455]
hotels-title: ΝΕΑ ΤΟΥΡΙΣΤΙΚΑ ΞΕΝΟΔΟΧΕΙΑ	[964, 373, 1129, 386]
salary-title: ΠΩΣ ΚΑΘΟΡΙΣΘΗΣΑΝ ΥΠΟ ΤΟΥ ΔΙΑΙΤΗΤΙΚΟΥ ΔΙΚΑΣΤΗΡΙΟΥ ΑΙ ΑΠΟΔΟΧΑΙ ΤΩΝ ΥΠΑΛΛΗΛΩΝ ΧΗΜΙΚΗΣ ΒΙΟΜΗΧΑΝΙΑΣ	[1154, 843, 1560, 874]
pentecost-body: Εις την εκκλησίαν της Πεντηκοστής θα τελεσθή Θεία Λειτουργία και Εσπερινός της Γονυκλισίας.	[398, 576, 580, 597]
portrait-body: Πέρασε ένας χρόνος από τον θάνατον του αγαπητού μας συμπολίτου. Η μνήμη του παραμένει ζωντανή εις όσους τον εγνώρισαν.	[398, 924, 580, 955]
society-section-body: Ο Ιατρός Αλέξανδρος Βλάχος ανηγορεύθη διδάκτωρ της Ιατρικής Σχολής του Πανεπιστημίου Θεσσαλονίκης.	[10, 311, 182, 340]
art-exhibit-title: Εκθέσεις ζωγραφικής εις την «Τέχνην»	[405, 385, 573, 420]
salary-body: ΑΘΗΝΑΙ, 3. — Αι αποφάσεις του Διαιτητικού Δικαστηρίου καθορίζουν τας νέας αποδοχάς των υπαλλήλων της χημικής βιομηχανίας. Αι αυξήσεις ισχύουν από της 1ης Μαρτίου 1961.	[1154, 877, 1544, 898]
